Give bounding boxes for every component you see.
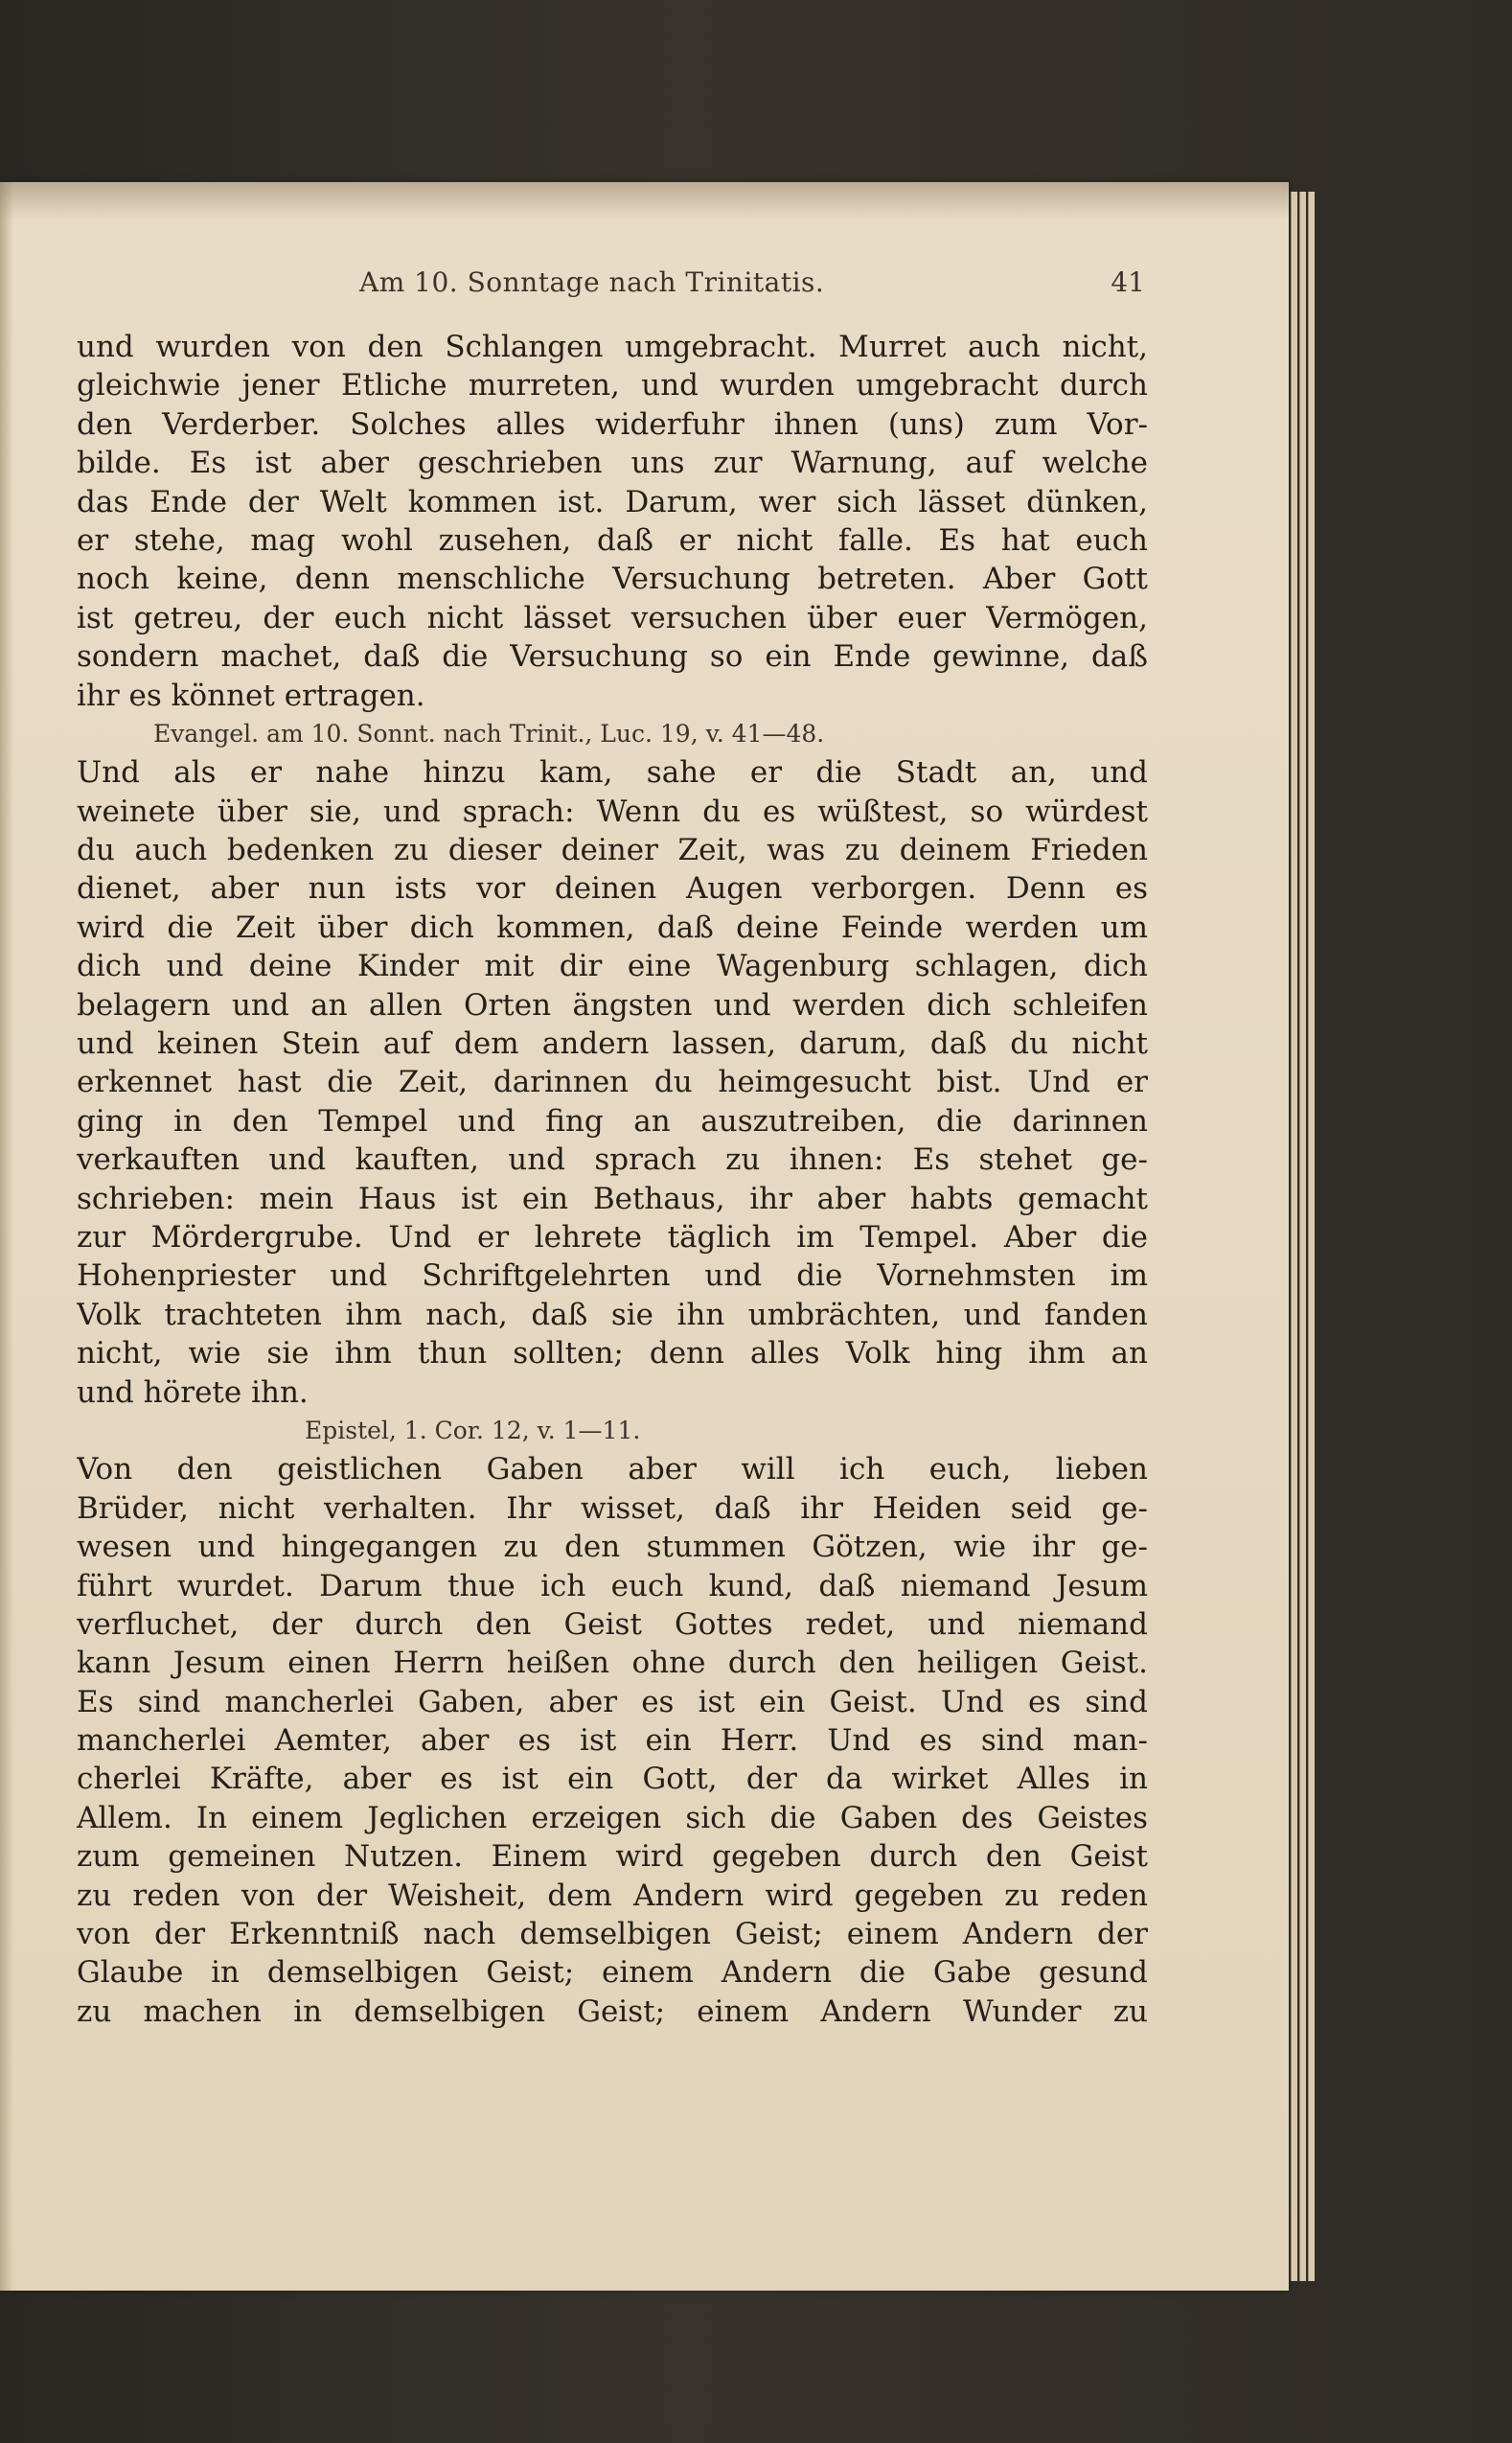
gospel-text xyxy=(77,753,1148,1412)
body-text xyxy=(77,328,1148,2031)
page-left-shadow xyxy=(0,182,13,2291)
running-title: Am 10. Sonntage nach Trinitatis. xyxy=(359,266,825,298)
text-line: und hörete ihn. xyxy=(77,1374,309,1410)
text-line: noch keine, denn menschliche Versuchung betreten. Aber Gott xyxy=(77,562,1148,597)
page-stack-edge xyxy=(1291,192,1297,2281)
text-line: zu machen in demselbigen Geist; einem Andern Wunder zu xyxy=(77,1994,1148,2029)
text-line: nicht, wie sie ihm thun sollten; denn alles Volk hing ihm an xyxy=(77,1336,1148,1371)
text-line: schrieben: mein Haus ist ein Bethaus, ihr aber habts gemacht xyxy=(77,1181,1148,1216)
page-stack-edge xyxy=(1308,192,1315,2281)
text-line: das Ende der Welt kommen ist. Darum, wer sich lässet dünken, xyxy=(77,484,1148,519)
text-line: wird die Zeit über dich kommen, daß deine Feinde werden um xyxy=(77,910,1148,945)
text-line: und keinen Stein auf dem andern lassen, darum, daß du nicht xyxy=(77,1026,1148,1062)
text-line: bilde. Es ist aber geschrieben uns zur Warnung, auf welche xyxy=(77,446,1148,481)
text-line: gleichwie jener Etliche murreten, und wurden umgebracht durch xyxy=(77,368,1148,403)
gospel-heading: Evangel. am 10. Sonnt. nach Trinit., Luc. 19, v. 41—48. xyxy=(153,719,825,748)
text-line: verfluchet, der durch den Geist Gottes redet, und niemand xyxy=(77,1606,1148,1642)
text-line: Hohenpriester und Schriftgelehrten und die Vornehmsten im xyxy=(77,1258,1148,1294)
text-line: kann Jesum einen Herrn heißen ohne durch den heiligen Geist. xyxy=(77,1646,1148,1681)
running-head xyxy=(359,266,1145,305)
text-line: dich und deine Kinder mit dir eine Wagenburg schlagen, dich xyxy=(77,949,1148,984)
text-line: ging in den Tempel und fing an auszutreiben, die darinnen xyxy=(77,1103,1148,1139)
text-line: verkauften und kauften, und sprach zu ihnen: Es stehet ge- xyxy=(77,1142,1148,1178)
text-line: Es sind mancherlei Gaben, aber es ist ein Geist. Und es sind xyxy=(77,1684,1148,1719)
epistle-text xyxy=(77,1450,1148,2031)
text-line: dienet, aber nun ists vor deinen Augen verborgen. Denn es xyxy=(77,871,1148,907)
text-line: weinete über sie, und sprach: Wenn du es wüßtest, so würdest xyxy=(77,794,1148,829)
text-line: Von den geistlichen Gaben aber will ich euch, lieben xyxy=(77,1452,1148,1487)
page-stack-edge xyxy=(1299,192,1306,2281)
paragraph-continuation xyxy=(77,328,1148,715)
epistle-heading: Epistel, 1. Cor. 12, v. 1—11. xyxy=(305,1416,641,1444)
text-line: erkennet hast die Zeit, darinnen du heimgesucht bist. Und er xyxy=(77,1065,1148,1100)
text-line: führt wurdet. Darum thue ich euch kund, daß niemand Jesum xyxy=(77,1568,1148,1603)
text-line: von der Erkenntniß nach demselbigen Geist; einem Andern der xyxy=(77,1917,1148,1952)
text-line: und wurden von den Schlangen umgebracht. Murret auch nicht, xyxy=(77,330,1148,364)
text-line: zum gemeinen Nutzen. Einem wird gegeben durch den Geist xyxy=(77,1839,1148,1875)
page-top-shadow xyxy=(0,182,1289,220)
text-line: zu reden von der Weisheit, dem Andern wird gegeben zu reden xyxy=(77,1878,1148,1913)
text-line: belagern und an allen Orten ängsten und werden dich schleifen xyxy=(77,987,1148,1023)
text-line: sondern machet, daß die Versuchung so ein Ende gewinne, daß xyxy=(77,639,1148,675)
text-line: wesen und hingegangen zu den stummen Götzen, wie ihr ge- xyxy=(77,1530,1148,1565)
text-line: du auch bedenken zu dieser deiner Zeit, was zu deinem Frieden xyxy=(77,833,1148,868)
text-line: Allem. In einem Jeglichen erzeigen sich die Gaben des Geistes xyxy=(77,1800,1148,1835)
text-line: ist getreu, der euch nicht lässet versuchen über euer Vermögen, xyxy=(77,600,1148,635)
text-line: ihr es könnet ertragen. xyxy=(77,678,425,713)
page-number: 41 xyxy=(1111,266,1145,298)
text-line: zur Mördergrube. Und er lehrete täglich im Tempel. Aber die xyxy=(77,1219,1148,1255)
text-line: mancherlei Aemter, aber es ist ein Herr. Und es sind man- xyxy=(77,1723,1148,1759)
text-line: Und als er nahe hinzu kam, sahe er die Stadt an, und xyxy=(77,755,1148,791)
text-line: Volk trachteten ihm nach, daß sie ihn umbrächten, und fanden xyxy=(77,1297,1148,1332)
text-line: cherlei Kräfte, aber es ist ein Gott, der da wirket Alles in xyxy=(77,1762,1148,1797)
text-line: Brüder, nicht verhalten. Ihr wisset, daß ihr Heiden seid ge- xyxy=(77,1490,1148,1526)
text-line: Glaube in demselbigen Geist; einem Andern die Gabe gesund xyxy=(77,1955,1148,1991)
text-line: er stehe, mag wohl zusehen, daß er nicht falle. Es hat euch xyxy=(77,522,1148,558)
text-line: den Verderber. Solches alles widerfuhr ihnen (uns) zum Vor- xyxy=(77,406,1148,442)
